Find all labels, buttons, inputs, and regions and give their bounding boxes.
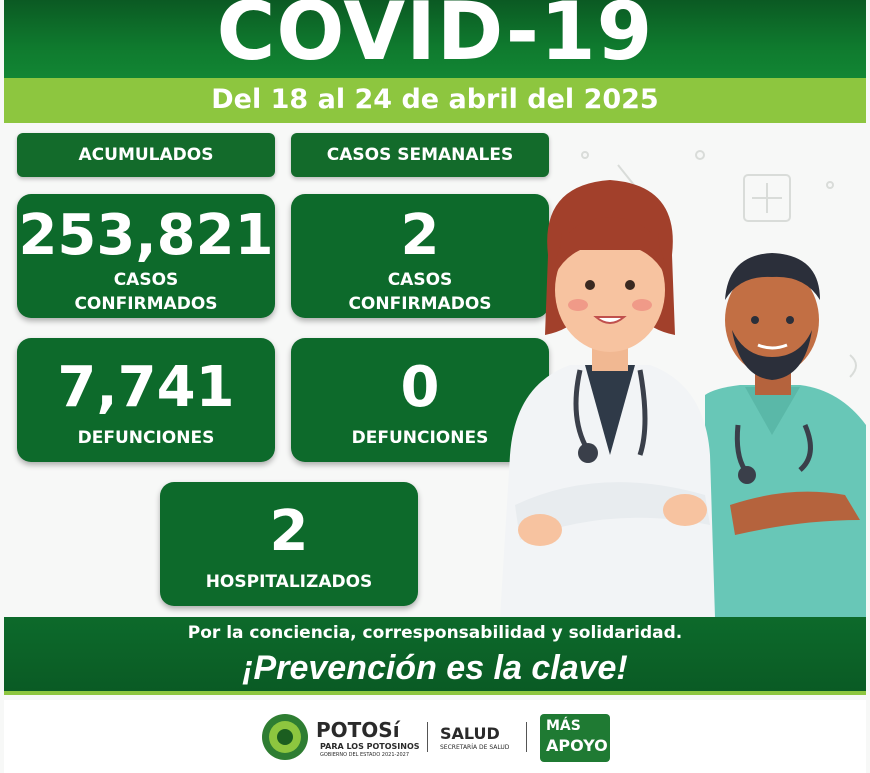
- potosi-logo-text: POTOSí: [316, 718, 400, 742]
- weekly-label: CASOS SEMANALES: [291, 133, 549, 177]
- cumulative-deaths-label: DEFUNCIONES: [77, 428, 215, 448]
- potosi-logo-subtitle-2: GOBIERNO DEL ESTADO 2021-2027: [320, 752, 410, 758]
- weekly-cases-label-2: CONFIRMADOS: [348, 294, 492, 314]
- stethoscope-icon: [850, 355, 856, 377]
- weekly-cases-value: 2: [400, 203, 440, 268]
- cumulative-cases-value: 253,821: [18, 203, 274, 268]
- logo-divider: [427, 722, 428, 752]
- header-banner: [4, 0, 866, 78]
- hospitalized-label: HOSPITALIZADOS: [205, 572, 373, 592]
- slogan-text: ¡Prevención es la clave!: [242, 649, 628, 687]
- weekly-deaths-value: 0: [400, 355, 440, 420]
- potosi-emblem-icon: [260, 712, 310, 762]
- mas-apoyo-line-1: MÁS: [546, 718, 581, 734]
- health-workers-illustration: [500, 125, 866, 618]
- cumulative-label: ACUMULADOS: [17, 133, 275, 177]
- date-band: [4, 78, 866, 123]
- logo-strip: [4, 700, 866, 773]
- footer-banner: [4, 617, 866, 695]
- motto-text: Por la conciencia, corresponsabilidad y solidaridad.: [187, 623, 683, 643]
- hospitalized-value: 2: [269, 499, 309, 564]
- potosi-logo-subtitle: PARA LOS POTOSINOS: [320, 742, 420, 751]
- card-cumulative-deaths: [17, 338, 275, 462]
- cumulative-deaths-value: 7,741: [57, 355, 235, 420]
- cumulative-cases-label-1: CASOS: [113, 270, 179, 290]
- logo-divider-2: [526, 722, 527, 752]
- salud-logo-subtitle: SECRETARÍA DE SALUD: [440, 744, 510, 751]
- page-title: COVID-19: [216, 0, 654, 78]
- mas-apoyo-logo: [540, 714, 610, 762]
- weekly-cases-label-1: CASOS: [387, 270, 453, 290]
- weekly-deaths-label: DEFUNCIONES: [351, 428, 489, 448]
- card-cumulative-cases: [17, 194, 275, 318]
- female-doctor-figure: [500, 180, 715, 618]
- male-worker-figure: [705, 253, 866, 618]
- card-hospitalized: [160, 482, 418, 606]
- cumulative-cases-label-2: CONFIRMADOS: [74, 294, 218, 314]
- salud-logo-text: SALUD: [440, 724, 500, 743]
- mas-apoyo-line-2: APOYO: [546, 736, 608, 755]
- date-range: Del 18 al 24 de abril del 2025: [211, 84, 659, 115]
